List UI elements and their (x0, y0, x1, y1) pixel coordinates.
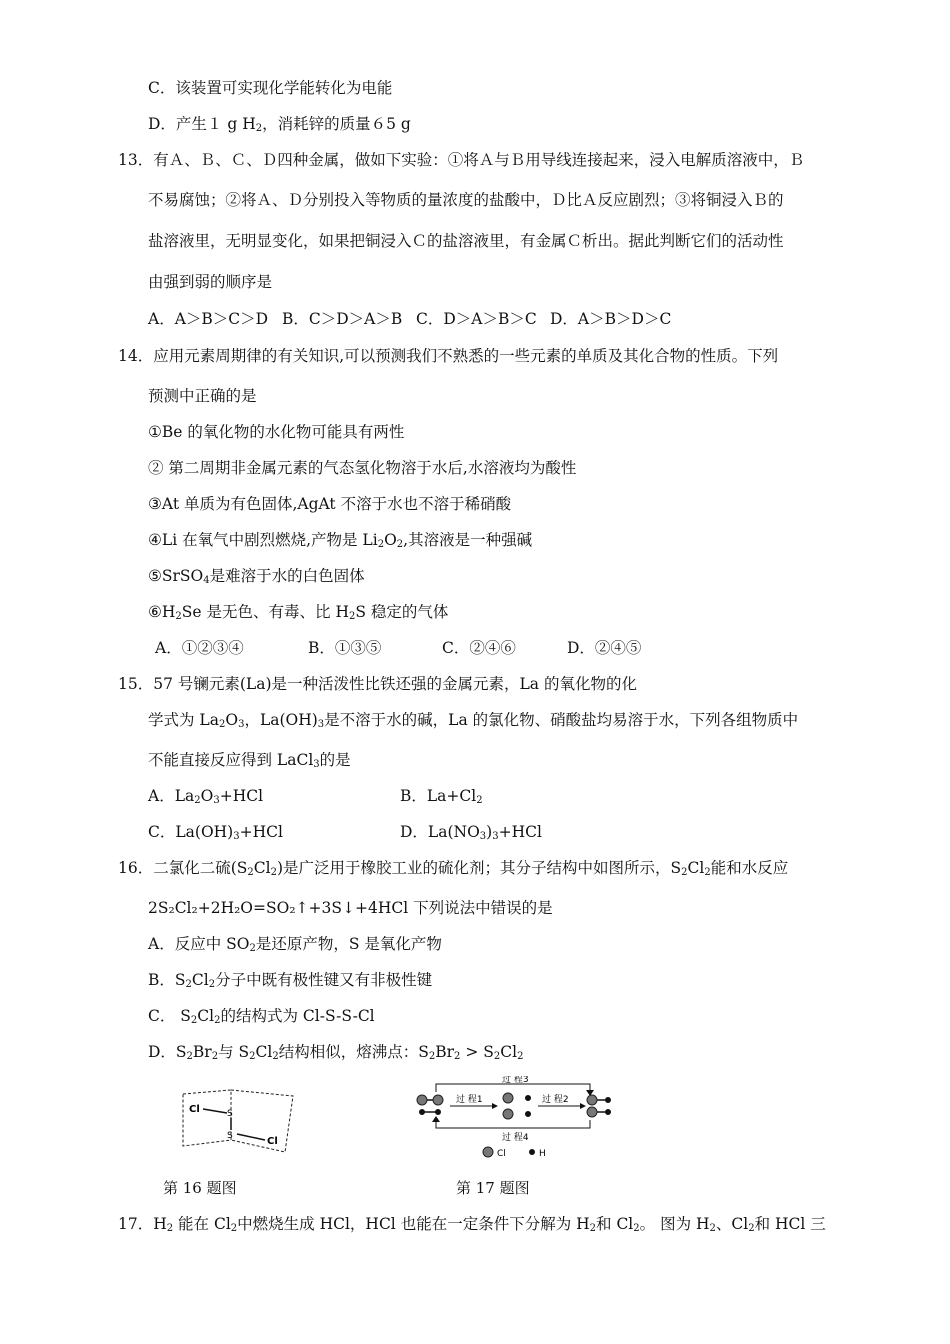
fig16-label-s-bottom: S (227, 1131, 233, 1141)
q14-option-d: D．②④⑤ (567, 639, 642, 657)
text: +HCl (219, 787, 264, 805)
q14-option-b: B．①③⑤ (308, 639, 382, 657)
subscript: 2 (428, 1051, 436, 1062)
subscript: 2 (249, 1051, 256, 1062)
subscript: 3 (233, 831, 240, 842)
q12-option-d (148, 114, 411, 134)
subscript: 2 (214, 1015, 221, 1026)
subscript: 2 (476, 795, 483, 806)
q15-option-d (400, 822, 542, 842)
subscript: 2 (681, 867, 688, 878)
q12-option-d-text2: ，消耗锌的质量６5 g (262, 115, 411, 133)
text: 能在 Cl (173, 1215, 231, 1233)
subscript: 2 (255, 123, 263, 134)
fig17-label-process1: 过 程1 (456, 1095, 483, 1105)
text: 与 S (218, 1043, 250, 1061)
subscript: 2 (633, 1223, 640, 1234)
q13-line3: 盐溶液里，无明显变化，如果把铜浸入Ｃ的盐溶液里，有金属Ｃ析出。据此判断它们的活动性 (148, 232, 784, 250)
text: +HCl (239, 823, 283, 841)
fig16-label-cl-bottom: Cl (267, 1136, 278, 1147)
q13-option-b: B．C＞D＞A＞B (282, 310, 403, 328)
text: 是不溶于水的碱，La 的氯化物、硝酸盐均易溶于水，下列各组物质中 (324, 711, 799, 729)
text: > S (460, 1043, 494, 1061)
q16-option-a (148, 934, 442, 954)
text: S 稳定的气体 (355, 603, 449, 621)
q15-line2 (148, 710, 798, 730)
subscript: 2 (190, 1015, 198, 1026)
text: 和 Cl (596, 1215, 634, 1233)
q13-option-d: D．A＞B＞D＞C (550, 310, 672, 328)
q14-statement-2: ② 第二周期非金属元素的气态氢化物溶于水后,水溶液均为酸性 (148, 459, 577, 477)
text: C． S (148, 1007, 191, 1025)
text: ⑤SrSO (148, 567, 204, 585)
fig17-process-diagram (408, 1076, 628, 1162)
text: Br (435, 1043, 455, 1061)
subscript: 3 (317, 719, 325, 730)
subscript: 3 (492, 831, 499, 842)
fig17-legend-cl-symbol (483, 1147, 493, 1157)
text: 分子中既有极性键又有非极性键 (215, 971, 433, 989)
q14-statement-1: ①Be 的氧化物的水化物可能具有两性 (148, 423, 405, 441)
q14-statement-6 (148, 602, 448, 622)
q13-line4: 由强到弱的顺序是 (148, 273, 273, 291)
q14-statement-3: ③At 单质为有色固体,AgAt 不溶于水也不溶于稀硝酸 (148, 495, 512, 513)
q15-line1: 15．57 号镧元素(La)是一种活泼性比铁还强的金属元素，La 的氧化物的化 (118, 675, 637, 693)
text: Cl (687, 859, 705, 877)
subscript: 2 (517, 1051, 524, 1062)
fig17-atoms-middle (503, 1093, 531, 1119)
q16-option-c (148, 1006, 375, 1026)
text: C．La(OH) (148, 823, 234, 841)
text: 结构相似，熔沸点：S (278, 1043, 429, 1061)
subscript: 2 (186, 1051, 193, 1062)
fig17-molecules-right (587, 1095, 611, 1117)
text: ④Li 在氧气中剧烈燃烧,产物是 Li (148, 531, 378, 549)
subscript: 2 (348, 611, 356, 622)
fig16-s2cl2-structure (175, 1088, 305, 1158)
q14-line2: 预测中正确的是 (148, 387, 257, 405)
subscript: 3 (479, 831, 487, 842)
q12-option-d-text: D．产生１ g H (148, 115, 256, 133)
fig16-label-s-top: S (227, 1109, 233, 1119)
subscript: 2 (704, 867, 711, 878)
q14-line1: 14．应用元素周期律的有关知识,可以预测我们不熟悉的一些元素的单质及其化合物的性质。下列 (118, 347, 779, 365)
fig16-caption: 第 16 题图 (163, 1179, 237, 1197)
subscript: 2 (218, 719, 226, 730)
text: A．反应中 SO (148, 935, 250, 953)
q16-equation: 2S₂Cl₂+2H₂O=SO₂↑+3S↓+4HCl 下列说法中错误的是 (148, 899, 553, 917)
text: 能和水反应 (710, 859, 789, 877)
subscript: 3 (213, 795, 220, 806)
text: D．La(NO (400, 823, 480, 841)
subscript: 2 (230, 1223, 238, 1234)
text: +HCl (498, 823, 542, 841)
q16-option-b (148, 970, 432, 990)
fig16-bond-cl-s-top (203, 1109, 227, 1113)
subscript: 3 (238, 719, 245, 730)
text: O (200, 787, 214, 805)
subscript: 4 (203, 575, 210, 586)
q16-option-d (148, 1042, 523, 1062)
q16-line1 (118, 858, 788, 878)
text: Br (192, 1043, 212, 1061)
fig17-legend-cl: Cl (497, 1149, 506, 1159)
subscript: 2 (709, 1223, 716, 1234)
q15-option-a (148, 786, 263, 806)
text: Cl (255, 1043, 273, 1061)
subscript: 2 (589, 1223, 597, 1234)
q17-line1 (118, 1214, 826, 1234)
text: Cl (500, 1043, 518, 1061)
subscript: 2 (493, 1051, 501, 1062)
text: 不能直接反应得到 LaCl (148, 751, 314, 769)
text: B．S (148, 971, 186, 989)
subscript: 2 (166, 1223, 174, 1234)
text: Cl (253, 859, 271, 877)
subscript: 2 (194, 795, 201, 806)
fig16-bond-s-cl-bottom (237, 1134, 265, 1140)
subscript: 2 (175, 611, 182, 622)
fig17-legend-h: H (539, 1149, 546, 1159)
text: O (225, 711, 239, 729)
fig17-label-process3: 过 程3 (502, 1076, 529, 1085)
text: 学式为 La (148, 711, 219, 729)
q15-option-b (400, 786, 483, 806)
subscript: 2 (454, 1051, 461, 1062)
fig16-label-cl-top: Cl (189, 1104, 200, 1115)
fig17-label-process4: 过 程4 (502, 1133, 529, 1143)
text: 16．二氯化二硫(S (118, 859, 248, 877)
q14-option-c: C．②④⑥ (442, 639, 516, 657)
fig17-label-process2: 过 程2 (542, 1095, 569, 1105)
q15-option-c (148, 822, 283, 842)
text: A．La (148, 787, 195, 805)
subscript: 2 (270, 867, 277, 878)
subscript: 2 (249, 943, 256, 954)
subscript: 2 (272, 1051, 279, 1062)
text: Cl (197, 1007, 215, 1025)
text: 是难溶于水的白色固体 (209, 567, 365, 585)
q14-statement-4 (148, 530, 532, 550)
subscript: 2 (247, 867, 254, 878)
q13-line1: 13．有Ａ、Ｂ、Ｃ、Ｄ四种金属，做如下实验：①将Ａ与Ｂ用导线连接起来，浸入电解质溶液中，Ｂ (118, 151, 805, 169)
text: 的是 (319, 751, 351, 769)
text: ) (486, 823, 493, 841)
text: D．S (148, 1043, 187, 1061)
q12-option-c: C．该装置可实现化学能转化为电能 (148, 79, 393, 97)
text: 。 图为 H (639, 1215, 710, 1233)
subscript: 2 (208, 979, 216, 990)
text: O (384, 531, 397, 549)
text: )是广泛用于橡胶工业的硫化剂；其分子结构中如图所示，S (276, 859, 682, 877)
text: ⑥H (148, 603, 176, 621)
subscript: 2 (396, 539, 404, 550)
subscript: 2 (748, 1223, 755, 1234)
text: 的结构式为 Cl-S-S-Cl (220, 1007, 375, 1025)
fig17-caption: 第 17 题图 (456, 1179, 530, 1197)
text: 、Cl (715, 1215, 749, 1233)
fig17-legend-h-symbol (529, 1149, 535, 1155)
subscript: 3 (313, 759, 320, 770)
text: 中燃烧生成 HCl，HCl 也能在一定条件下分解为 H (237, 1215, 590, 1233)
q13-option-a: A．A＞B＞C＞D (148, 310, 269, 328)
text: ，La(OH) (244, 711, 318, 729)
text: ,其溶液是一种强碱 (403, 531, 533, 549)
q14-statement-5 (148, 566, 365, 586)
text: 和 HCl 三 (754, 1215, 826, 1233)
text: Se 是无色、有毒、比 H (181, 603, 349, 621)
q13-line2: 不易腐蚀；②将Ａ、Ｄ分别投入等物质的量浓度的盐酸中，Ｄ比Ａ反应剧烈；③将铜浸入Ｂ的 (148, 191, 784, 209)
q13-option-c: C．D＞A＞B＞C (416, 310, 537, 328)
subscript: 2 (211, 1051, 219, 1062)
text: 是还原产物，S 是氧化产物 (255, 935, 442, 953)
q14-option-a: A．①②③④ (155, 639, 244, 657)
subscript: 2 (185, 979, 192, 990)
q15-line3 (148, 750, 351, 770)
text: 17．H (118, 1215, 167, 1233)
text: Cl (191, 971, 209, 989)
subscript: 2 (377, 539, 385, 550)
fig17-molecules-left (417, 1095, 443, 1115)
text: B．La+Cl (400, 787, 477, 805)
